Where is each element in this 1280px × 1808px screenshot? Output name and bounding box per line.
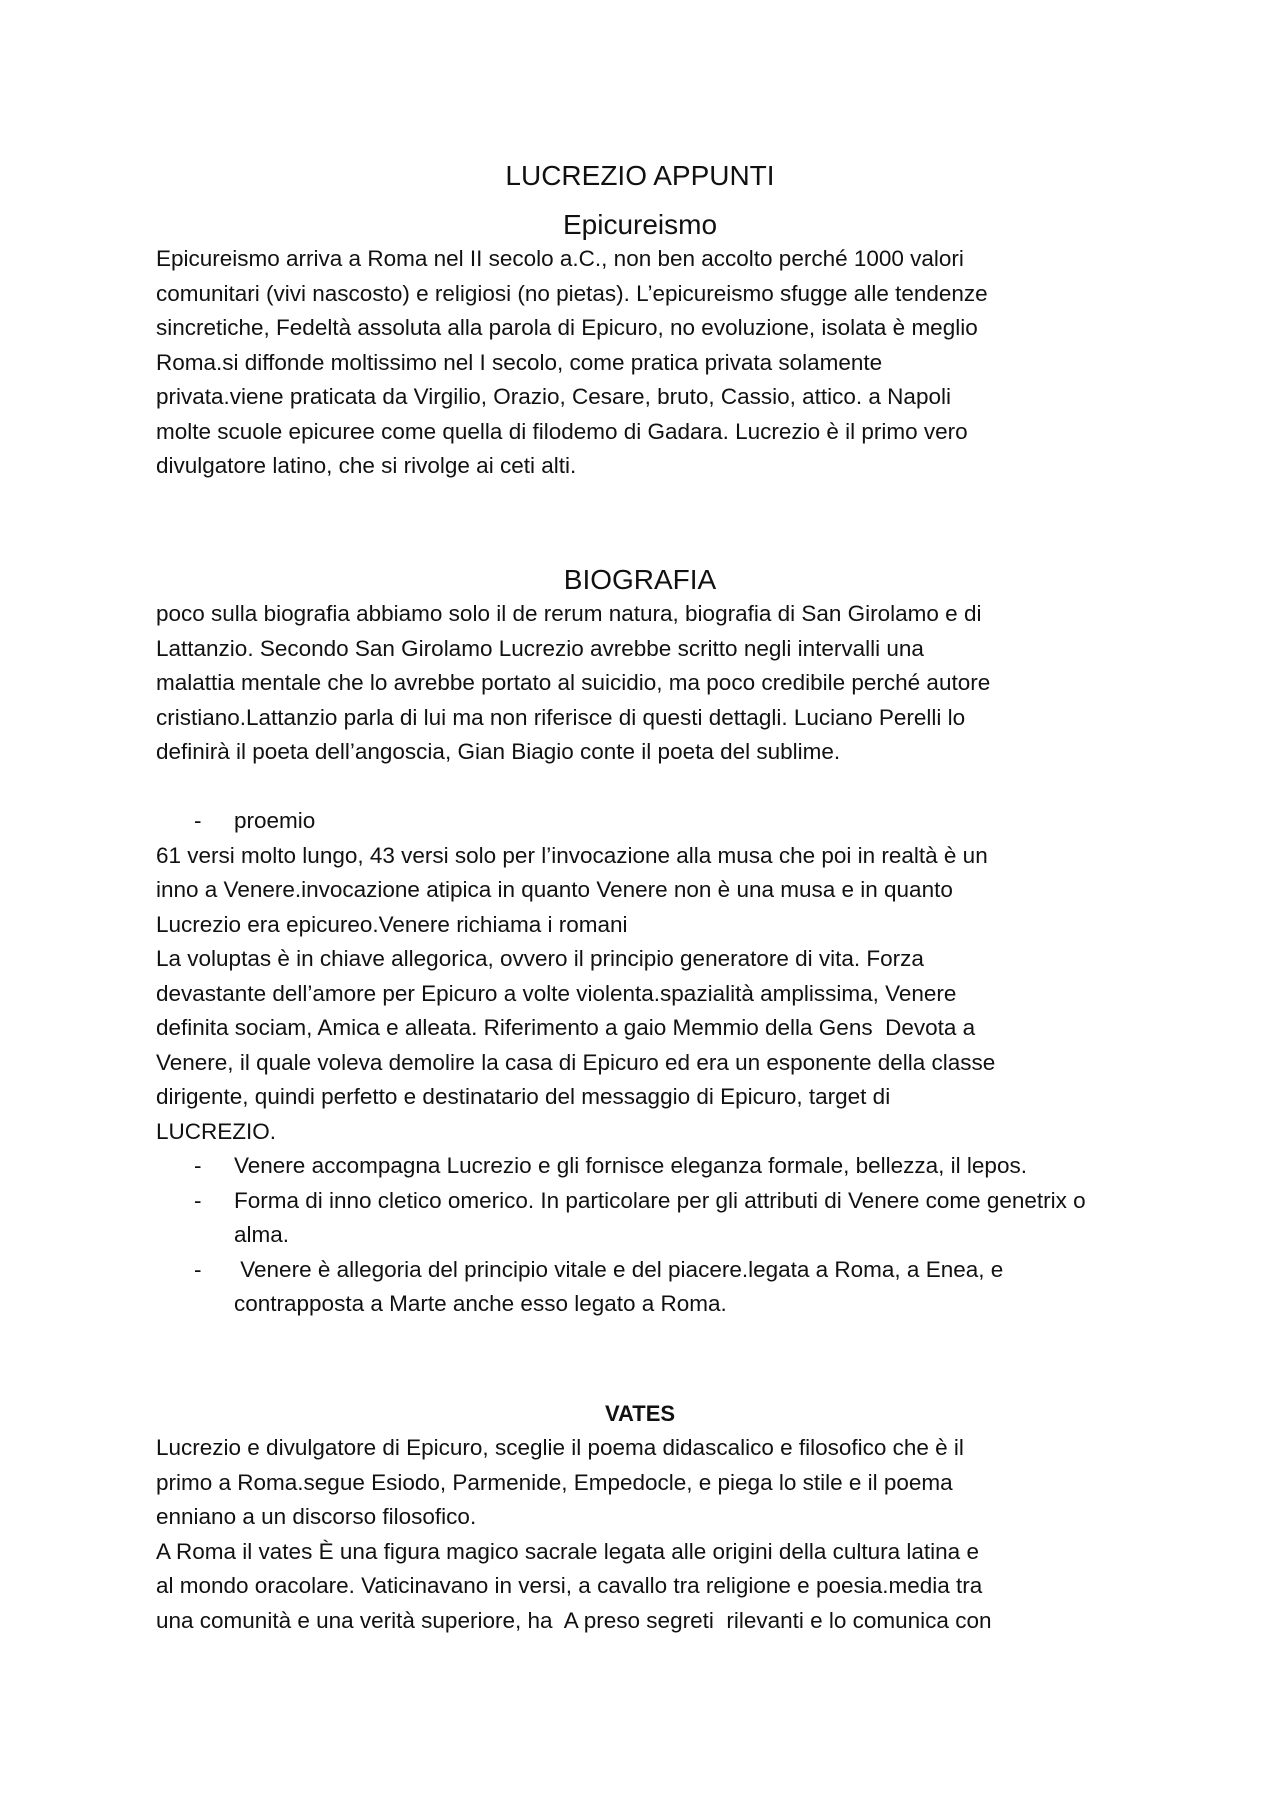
venere-list xyxy=(156,1149,1124,1322)
paragraph-line: comunitari (vivi nascosto) e religiosi (no pietas). L’epicureismo sfugge alle tendenze xyxy=(156,280,988,306)
dash-bullet: - xyxy=(194,1187,202,1213)
document-title: LUCREZIO APPUNTI xyxy=(505,160,775,191)
paragraph-line: poco sulla biografia abbiamo solo il de rerum natura, biografia di San Girolamo e di xyxy=(156,601,982,626)
paragraph-line: Lucrezio era epicureo.Venere richiama i romani xyxy=(156,911,628,937)
paragraph-line: 61 versi molto lungo, 43 versi solo per l’invocazione alla musa che poi in realtà è un xyxy=(156,842,988,868)
paragraph-line: La voluptas è in chiave allegorica, ovvero il principio generatore di vita. Forza xyxy=(156,946,924,971)
section-heading-biografia: BIOGRAFIA xyxy=(563,564,717,595)
paragraph-line: definirà il poeta dell’angoscia, Gian Biagio conte il poeta del sublime. xyxy=(156,739,841,764)
paragraph-line: Venere, il quale voleva demolire la casa di Epicuro ed era un esponente della classe xyxy=(156,1049,996,1075)
section-heading-vates: VATES xyxy=(604,1401,676,1426)
paragraph-line: enniano a un discorso filosofico. xyxy=(156,1504,477,1529)
paragraph-line: inno a Venere.invocazione atipica in quanto Venere non è una musa e in quanto xyxy=(156,877,953,902)
paragraph-line: devastante dell’amore per Epicuro a volte violenta.spazialità amplissima, Venere xyxy=(156,980,957,1006)
list-item-text: Venere accompagna Lucrezio e gli fornisce eleganza formale, bellezza, il lepos. xyxy=(234,1153,1027,1178)
paragraph-line: sincretiche, Fedeltà assoluta alla parola di Epicuro, no evoluzione, isolata è meglio xyxy=(156,315,978,340)
paragraph-line: Lucrezio e divulgatore di Epicuro, sceglie il poema didascalico e filosofico che è il xyxy=(156,1435,964,1460)
dash-bullet: - xyxy=(194,808,202,833)
paragraph-line: cristiano.Lattanzio parla di lui ma non riferisce di questi dettagli. Luciano Perelli lo xyxy=(156,704,966,730)
dash-bullet: - xyxy=(194,1153,202,1178)
paragraph-line: LUCREZIO. xyxy=(156,1118,277,1144)
list-item-text: Forma di inno cletico omerico. In particolare per gli attributi di Venere come genetrix o alma. xyxy=(234,1187,1086,1247)
paragraph-line: Roma.si diffonde moltissimo nel I secolo, come pratica privata solamente xyxy=(156,349,883,375)
section-heading-epicureismo: Epicureismo xyxy=(562,209,718,240)
list-item xyxy=(156,1184,1124,1253)
paragraph-line: dirigente, quindi perfetto e destinatario del messaggio di Epicuro, target di xyxy=(156,1084,891,1109)
paragraph-line: definita sociam, Amica e alleata. Riferimento a gaio Memmio della Gens Devota a xyxy=(156,1015,976,1040)
paragraph-line: molte scuole epicuree come quella di filodemo di Gadara. Lucrezio è il primo vero xyxy=(156,418,968,444)
list-item xyxy=(156,804,1124,839)
dash-bullet: - xyxy=(194,1256,202,1282)
list-item-text: Venere è allegoria del principio vitale e del piacere.legata a Roma, a Enea, e contrapposta a Marte anche esso legato a Roma. xyxy=(234,1256,1010,1316)
proemio-text xyxy=(156,839,1124,1150)
list-item xyxy=(156,1253,1124,1322)
paragraph-line: al mondo oracolare. Vaticinavano in versi, a cavallo tra religione e poesia.media tra xyxy=(156,1573,983,1598)
list-item xyxy=(156,1149,1124,1184)
paragraph-line: A Roma il vates È una figura magico sacrale legata alle origini della cultura latina e xyxy=(156,1538,979,1564)
paragraph-line: una comunità e una verità superiore, ha A preso segreti rilevanti e lo comunica con xyxy=(156,1607,992,1633)
list-item-text: proemio xyxy=(234,808,316,833)
paragraph-line: malattia mentale che lo avrebbe portato al suicidio, ma poco credibile perché autore xyxy=(156,670,991,695)
proemio-list xyxy=(156,804,1124,839)
paragraph-line: primo a Roma.segue Esiodo, Parmenide, Empedocle, e piega lo stile e il poema xyxy=(156,1469,953,1495)
paragraph-line: Epicureismo arriva a Roma nel II secolo a.C., non ben accolto perché 1000 valori xyxy=(156,246,964,271)
paragraph-line: Lattanzio. Secondo San Girolamo Lucrezio avrebbe scritto negli intervalli una xyxy=(156,635,924,661)
section-epicureismo xyxy=(156,207,1124,484)
section-vates xyxy=(156,1397,1124,1638)
paragraph-line: divulgatore latino, che si rivolge ai ceti alti. xyxy=(156,453,577,478)
paragraph-line: privata.viene praticata da Virgilio, Orazio, Cesare, bruto, Cassio, attico. a Napoli xyxy=(156,384,951,409)
section-biografia xyxy=(156,562,1124,1322)
